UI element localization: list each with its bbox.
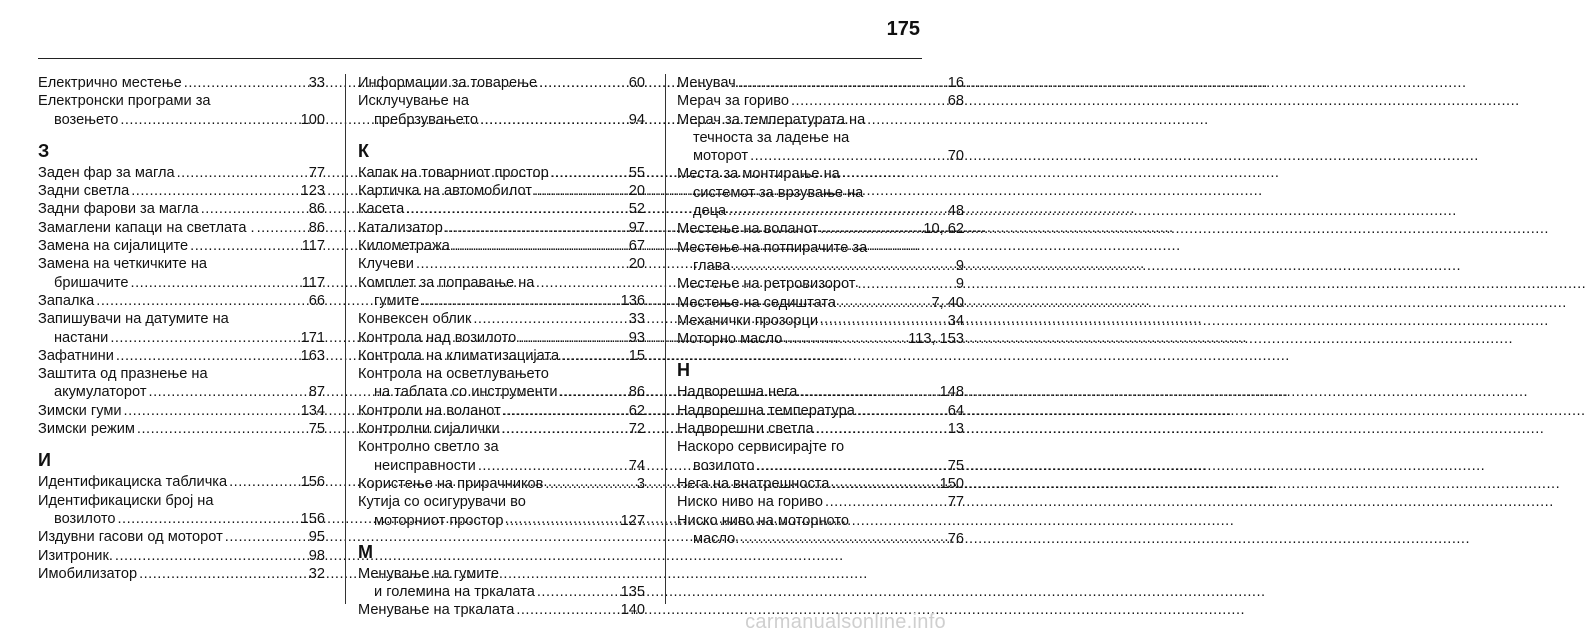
entry-page-ref[interactable]: 67: [628, 238, 645, 255]
entry-page-ref[interactable]: 140: [620, 602, 645, 619]
entry-text: деца: [693, 203, 727, 220]
entry-text: Ниско ниво на гориво: [677, 494, 824, 511]
entry-text: Местење на ретровизорот: [677, 276, 856, 293]
entry-text: гумите: [374, 292, 420, 309]
entry-text: бришачите: [54, 274, 129, 291]
index-entry[interactable]: [358, 200, 645, 218]
dot-leader: [784, 330, 906, 348]
index-entry[interactable]: [358, 164, 645, 182]
entry-page-ref[interactable]: 87: [308, 384, 325, 401]
index-entry[interactable]: [358, 92, 645, 129]
entry-text: моторот: [693, 148, 749, 165]
dot-leader: [816, 420, 946, 438]
entry-text: Зимски режим: [38, 421, 135, 438]
entry-page-ref[interactable]: 77: [308, 164, 325, 181]
index-entry[interactable]: [677, 312, 964, 330]
index-entry[interactable]: [677, 420, 964, 438]
index-column-1: [38, 74, 325, 595]
entry-text: Местење на потпирачите за: [677, 239, 868, 256]
entry-page-ref[interactable]: 72: [628, 421, 645, 438]
entry-page-ref[interactable]: 113, 153: [908, 331, 964, 348]
entry-page-ref[interactable]: 20: [628, 183, 645, 200]
entry-page-ref[interactable]: 9: [955, 276, 964, 293]
dot-leader: [545, 475, 634, 493]
dot-leader: [445, 219, 627, 237]
index-entry[interactable]: [677, 512, 964, 549]
dot-leader: [516, 601, 618, 619]
dot-leader: [560, 383, 627, 401]
index-entry[interactable]: [358, 565, 645, 602]
dot-leader: [190, 237, 300, 255]
index-entry[interactable]: [358, 493, 645, 530]
entry-text: возилото: [693, 457, 755, 474]
index-entry[interactable]: [358, 402, 645, 420]
entry-page-ref[interactable]: 7, 40: [931, 294, 964, 311]
dot-leader: [124, 402, 299, 420]
entry-text: масло.: [693, 530, 740, 547]
entry-page-ref[interactable]: 135: [620, 584, 645, 601]
dot-leader: [502, 420, 627, 438]
dot-leader: [139, 565, 307, 583]
index-entry[interactable]: [38, 237, 325, 255]
dot-leader: [728, 202, 946, 220]
entry-page-ref[interactable]: 34: [947, 312, 964, 329]
dot-leader: [116, 347, 299, 365]
dot-leader: [799, 383, 937, 401]
entry-text: Контролно светло за: [358, 439, 499, 456]
entry-page-ref[interactable]: 95: [308, 529, 325, 546]
index-section: [38, 141, 325, 438]
index-entry[interactable]: [677, 165, 964, 220]
entry-text: Зафатнини: [38, 347, 114, 364]
index-entry[interactable]: [38, 255, 325, 292]
entry-page-ref[interactable]: 86: [308, 219, 325, 236]
entry-text: Картичка на автомобилот: [358, 183, 532, 200]
dot-leader: [539, 74, 627, 92]
dot-leader: [177, 164, 307, 182]
dot-leader: [534, 182, 627, 200]
dot-leader: [518, 329, 627, 347]
entry-page-ref[interactable]: 32: [308, 565, 325, 582]
entry-text: моторниот простор: [374, 512, 504, 529]
entry-page-ref[interactable]: 156: [300, 474, 325, 491]
index-entry[interactable]: [358, 365, 645, 402]
index-entry[interactable]: [677, 493, 964, 511]
entry-page-ref[interactable]: 134: [300, 402, 325, 419]
dot-leader: [149, 383, 307, 401]
entry-text: Контроли на воланот: [358, 402, 501, 419]
entry-text: Местење на седиштата: [677, 294, 837, 311]
entry-text: Идентификациска табличка: [38, 474, 228, 491]
dot-leader: [738, 74, 946, 92]
section-letter: М: [358, 541, 373, 562]
column-divider: [665, 74, 666, 604]
index-entry[interactable]: [677, 330, 964, 348]
entry-page-ref[interactable]: 117: [301, 274, 325, 291]
entry-text: Механички прозорци: [677, 312, 819, 329]
index-entry[interactable]: [358, 255, 645, 273]
entry-text: Издувни гасови од моторот: [38, 529, 223, 546]
entry-text: Менување на гумите: [358, 565, 500, 582]
entry-page-ref[interactable]: 136: [620, 292, 645, 309]
index-entry[interactable]: [38, 164, 325, 182]
watermark: carmanualsonline.info: [745, 611, 946, 633]
entry-page-ref[interactable]: 13: [947, 421, 964, 438]
entry-page-ref[interactable]: 70: [947, 148, 964, 165]
dot-leader: [561, 347, 627, 365]
entry-page-ref[interactable]: 33: [628, 311, 645, 328]
entry-page-ref[interactable]: 68: [947, 93, 964, 110]
column-divider: [345, 74, 346, 604]
entry-page-ref[interactable]: 62: [628, 402, 645, 419]
entry-text: Контролни сијалички: [358, 421, 500, 438]
entry-page-ref[interactable]: 86: [308, 201, 325, 218]
entry-page-ref[interactable]: 52: [628, 201, 645, 218]
index-entry[interactable]: [38, 182, 325, 200]
entry-text: возилото: [54, 510, 116, 527]
dot-leader: [131, 274, 300, 292]
entry-text: Замена на сијалиците: [38, 238, 189, 255]
dot-leader: [750, 147, 946, 165]
index-entry[interactable]: [358, 438, 645, 475]
entry-text: Нега на внатрешноста: [677, 475, 830, 492]
entry-text: Задни светла: [38, 183, 130, 200]
dot-leader: [225, 528, 307, 546]
dot-leader: [478, 457, 627, 475]
entry-page-ref[interactable]: 97: [628, 219, 645, 236]
dot-leader: [96, 292, 306, 310]
entry-page-ref[interactable]: 156: [300, 510, 325, 527]
entry-text: Километража: [358, 238, 450, 255]
entry-text: Зимски гуми: [38, 402, 122, 419]
entry-text: Мерач за температурата на: [677, 111, 866, 128]
entry-text: Имобилизатор: [38, 565, 138, 582]
index-column-3: [677, 74, 964, 560]
entry-text: Конвексен облик: [358, 311, 472, 328]
index-entry[interactable]: [677, 402, 964, 420]
entry-text: возењето: [54, 111, 119, 128]
entry-page-ref[interactable]: 148: [939, 384, 964, 401]
index-entry[interactable]: [677, 111, 964, 166]
index-section: [38, 450, 325, 583]
dot-leader: [406, 200, 627, 218]
dot-leader: [131, 182, 298, 200]
dot-leader: [201, 200, 307, 218]
entry-page-ref[interactable]: 171: [300, 329, 325, 346]
dot-leader: [757, 457, 946, 475]
entry-text: Наскоро сервисирајте го: [677, 439, 845, 456]
entry-text: Менувач: [677, 75, 736, 91]
entry-text: Замаглени капаци на светлата .: [38, 219, 255, 236]
entry-text: Замена на четкичките на: [38, 256, 208, 273]
dot-leader: [184, 74, 307, 92]
entry-text: Запалка: [38, 292, 95, 309]
entry-text: Мерач за гориво: [677, 93, 789, 110]
dot-leader: [480, 111, 627, 129]
index-entry[interactable]: [677, 475, 964, 493]
entry-text: Кутија со осигурувачи во: [358, 494, 526, 511]
entry-text: Исклучување на: [358, 93, 469, 110]
entry-page-ref[interactable]: 66: [308, 292, 325, 309]
dot-leader: [551, 164, 627, 182]
entry-page-ref[interactable]: 77: [947, 494, 964, 511]
section-letter: Н: [677, 360, 690, 381]
entry-text: Клучеви: [358, 256, 414, 273]
index-entry[interactable]: [358, 182, 645, 200]
entry-text: Надворешна температура: [677, 402, 855, 419]
index-column-2: [358, 74, 645, 632]
entry-text: Изитроник.: [38, 547, 113, 564]
index-entry[interactable]: [38, 365, 325, 402]
dot-leader: [421, 292, 618, 310]
entry-text: Контрола на осветлувањето: [358, 366, 549, 383]
dot-leader: [506, 512, 619, 530]
index-entry[interactable]: [677, 383, 964, 401]
index-entry[interactable]: [38, 219, 325, 237]
entry-page-ref[interactable]: 76: [947, 530, 964, 547]
entry-text: и големина на тркалата: [374, 584, 535, 601]
index-entry[interactable]: [677, 275, 964, 293]
dot-leader: [473, 310, 626, 328]
entry-text: настани: [54, 329, 109, 346]
entry-text: Идентификациски број на: [38, 492, 214, 509]
entry-page-ref[interactable]: 64: [947, 402, 964, 419]
entry-page-ref[interactable]: 33: [308, 75, 325, 91]
index-entry[interactable]: [358, 475, 645, 493]
index-entry[interactable]: [677, 220, 964, 238]
section-letter: И: [38, 450, 51, 471]
index-section: [358, 542, 645, 620]
index-entry[interactable]: [38, 402, 325, 420]
entry-page-ref[interactable]: 20: [628, 256, 645, 273]
entry-page-ref[interactable]: 48: [947, 203, 964, 220]
entry-text: Заден фар за магла: [38, 164, 175, 181]
entry-page-ref[interactable]: 150: [939, 475, 964, 492]
entry-text: Задни фарови за магла: [38, 201, 199, 218]
entry-text: пребрзувањето: [374, 111, 478, 128]
dot-leader: [857, 402, 946, 420]
entry-text: глава: [693, 257, 731, 274]
dot-leader: [110, 329, 298, 347]
index-entry[interactable]: [38, 74, 325, 92]
entry-page-ref[interactable]: 93: [628, 329, 645, 346]
entry-text: Менување на тркалата: [358, 602, 515, 619]
header-rule: [38, 58, 922, 59]
index-entry[interactable]: [358, 219, 645, 237]
entry-text: Контрола над возилото: [358, 329, 517, 346]
entry-page-ref[interactable]: 163: [300, 347, 325, 364]
entry-text: Места за монтирање на: [677, 166, 840, 183]
dot-leader: [452, 237, 627, 255]
dot-leader: [820, 220, 921, 238]
entry-page-ref[interactable]: 100: [300, 111, 325, 128]
entry-text: акумулаторот: [54, 384, 147, 401]
entry-page-ref[interactable]: 3: [636, 475, 645, 492]
dot-leader: [118, 510, 299, 528]
index-entry[interactable]: [38, 473, 325, 491]
entry-text: Местење на воланот: [677, 221, 819, 238]
entry-page-ref[interactable]: 9: [955, 257, 964, 274]
index-entry[interactable]: [358, 310, 645, 328]
entry-page-ref[interactable]: 55: [628, 164, 645, 181]
index-entry[interactable]: [677, 74, 964, 92]
entry-text: Капак на товарниот простор: [358, 164, 549, 181]
index-entry[interactable]: [677, 294, 964, 312]
dot-leader: [791, 92, 946, 110]
index-entry[interactable]: [38, 492, 325, 529]
entry-text: Катализатор: [358, 219, 443, 236]
entry-text: Комплет за поправање на: [358, 274, 535, 291]
index-entry[interactable]: [38, 310, 325, 347]
index-entry[interactable]: [677, 239, 964, 276]
index-entry[interactable]: [38, 565, 325, 583]
index-entry[interactable]: [38, 420, 325, 438]
page-number: 175: [886, 18, 920, 40]
dot-leader: [416, 255, 627, 273]
index-entry[interactable]: [358, 274, 645, 311]
dot-leader: [831, 475, 937, 493]
index-entry[interactable]: [358, 237, 645, 255]
entry-page-ref[interactable]: 94: [628, 111, 645, 128]
entry-text: Електронски програми за: [38, 93, 211, 110]
index-entry[interactable]: [358, 601, 645, 619]
dot-leader: [120, 111, 298, 129]
entry-page-ref[interactable]: 74: [628, 457, 645, 474]
entry-text: Користење на прирачников: [358, 475, 544, 492]
entry-text: Електрично местење: [38, 75, 182, 91]
index-entry[interactable]: [358, 74, 645, 92]
dot-leader: [257, 219, 307, 237]
entry-page-ref[interactable]: 117: [301, 238, 325, 255]
entry-text: Заштита од празнење на: [38, 366, 208, 383]
dot-leader: [503, 402, 627, 420]
index-entry[interactable]: [677, 92, 964, 110]
entry-page-ref[interactable]: 15: [628, 347, 645, 364]
entry-text: Надворешна нега: [677, 384, 798, 401]
index-section: [38, 74, 325, 129]
entry-text: Ниско ниво на моторното: [677, 512, 849, 529]
entry-text: Информации за товарење: [358, 75, 538, 91]
entry-text: Надворешни светла: [677, 421, 814, 438]
index-section: [677, 74, 964, 348]
entry-page-ref[interactable]: 123: [300, 183, 325, 200]
entry-text: Контрола на климатизацијата: [358, 347, 560, 364]
index-entry[interactable]: [677, 438, 964, 475]
index-entry[interactable]: [358, 329, 645, 347]
dot-leader: [732, 257, 954, 275]
dot-leader: [857, 275, 953, 293]
dot-leader: [838, 294, 929, 312]
entry-page-ref[interactable]: 16: [947, 75, 964, 91]
index-section: [358, 74, 645, 129]
entry-text: Запишувачи на датумите на: [38, 311, 229, 328]
entry-page-ref[interactable]: 75: [947, 457, 964, 474]
entry-page-ref[interactable]: 60: [628, 75, 645, 91]
index-entry[interactable]: [38, 292, 325, 310]
index-section: [358, 141, 645, 530]
dot-leader: [137, 420, 307, 438]
index-entry[interactable]: [38, 200, 325, 218]
entry-page-ref[interactable]: 75: [308, 421, 325, 438]
entry-page-ref[interactable]: 10, 62: [923, 221, 964, 238]
dot-leader: [820, 312, 946, 330]
dot-leader: [229, 473, 299, 491]
dot-leader: [537, 583, 619, 601]
entry-text: на таблата со инструменти: [374, 384, 558, 401]
index-entry[interactable]: [38, 528, 325, 546]
entry-text: системот за врзување на: [693, 184, 864, 201]
index-entry[interactable]: [38, 92, 325, 129]
section-letter: З: [38, 140, 50, 161]
index-entry[interactable]: [38, 547, 325, 565]
dot-leader: [115, 547, 307, 565]
index-entry[interactable]: [38, 347, 325, 365]
entry-text: течноста за ладење на: [693, 129, 850, 146]
dot-leader: [825, 493, 946, 511]
entry-page-ref[interactable]: 86: [628, 384, 645, 401]
dot-leader: [741, 530, 945, 548]
entry-page-ref[interactable]: 98: [308, 547, 325, 564]
entry-text: неисправности: [374, 457, 476, 474]
index-section: [677, 360, 964, 548]
section-letter: К: [358, 140, 369, 161]
entry-text: Касета: [358, 201, 405, 218]
index-entry[interactable]: [358, 420, 645, 438]
entry-page-ref[interactable]: 127: [620, 512, 645, 529]
entry-text: Моторно масло: [677, 331, 783, 348]
index-entry[interactable]: [358, 347, 645, 365]
